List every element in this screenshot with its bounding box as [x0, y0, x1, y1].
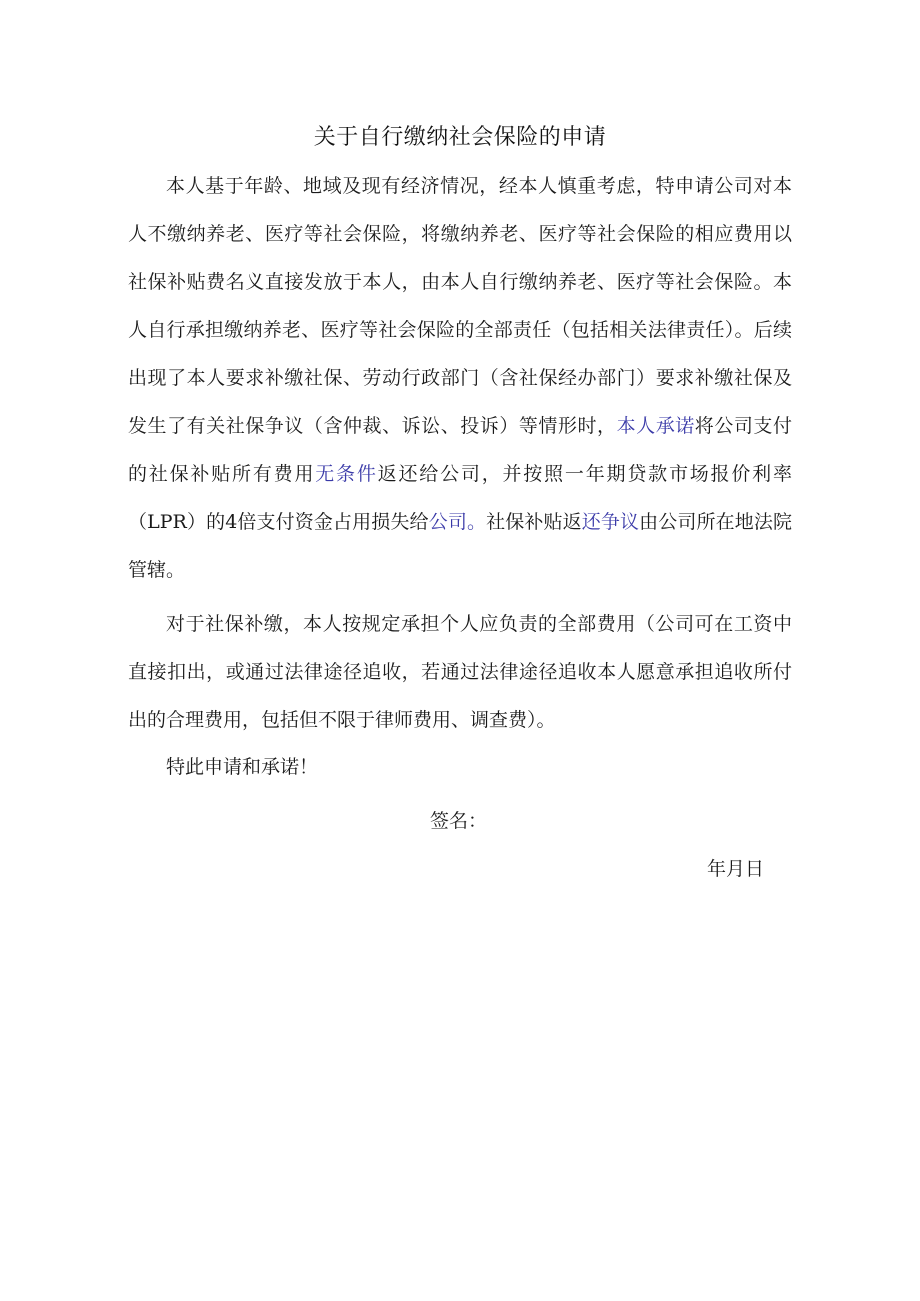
paragraph-application: [128, 162, 792, 594]
paragraph-application-text-3: 返还给公司，并按照一年期贷款市场报价利率（LPR）的4倍支付资金占用损失给: [128, 463, 792, 533]
date-label: 年月日: [707, 858, 765, 880]
paragraph-closing: 特此申请和承诺！: [166, 756, 319, 778]
highlight-commitment: 本人承诺: [616, 415, 695, 437]
paragraph-application-text: 本人基于年龄、地域及现有经济情况，经本人慎重考虑，特申请公司对本人不缴纳养老、医疗等社会保险，将缴纳养老、医疗等社会保险的相应费用以社保补贴费名义直接发放于本人，由本人自行缴纳养老、医疗等社会保险。本人自行承担缴纳养老、医疗等社会保险的全部责任（包括相关法律责任）。后续出现了本人要求补缴社保、劳动行政部门（含社保经办部门）要求补缴社保及发生了有关社保争议（含仲裁、诉讼、投诉）等情形时，: [128, 175, 792, 437]
paragraph-application-text-5: 由公司所在地法院管辖。: [128, 511, 792, 581]
paragraph-application-text-2: 将公司支付的社保补贴所有费用: [128, 415, 792, 485]
signature-label: 签名：: [430, 810, 488, 832]
paragraph-back-payment: 对于社保补缴，本人按规定承担个人应负责的全部费用（公司可在工资中直接扣出，或通过法律途径追收，若通过法律途径追收本人愿意承担追收所付出的合理费用，包括但不限于律师费用、调查费）。: [128, 613, 792, 731]
highlight-dispute: 还争议: [581, 511, 640, 533]
paragraph-application-text-4: 社保补贴返: [486, 511, 582, 533]
highlight-unconditional: 无条件: [315, 463, 378, 485]
highlight-company: 公司。: [428, 511, 487, 533]
document-title: 关于自行缴纳社会保险的申请: [313, 125, 607, 150]
